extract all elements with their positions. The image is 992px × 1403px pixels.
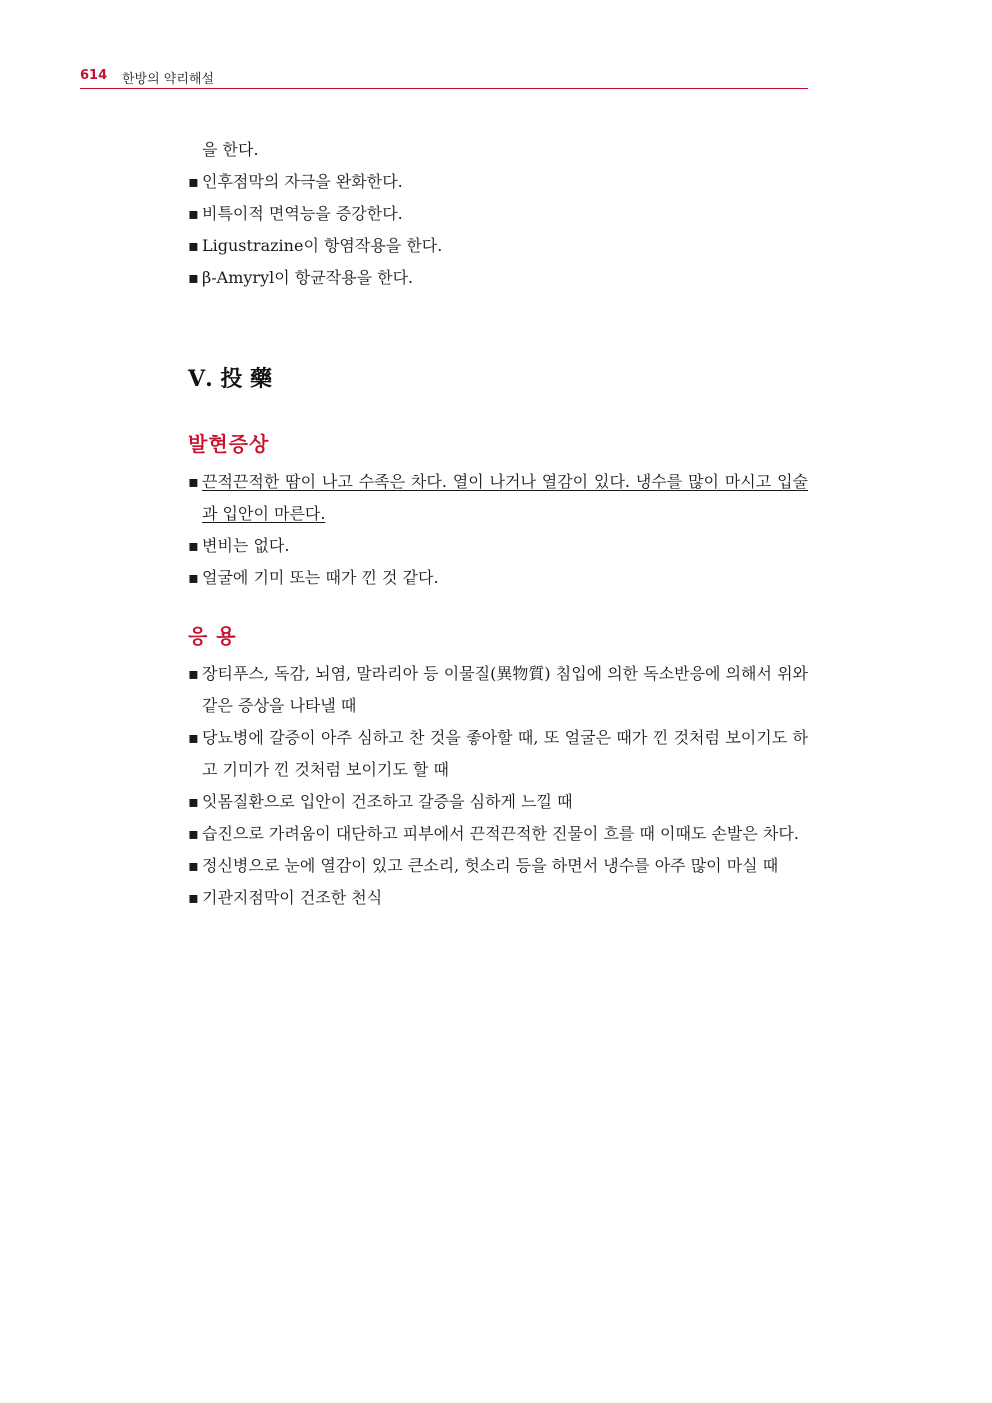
bullet-icon: ▪: [188, 536, 199, 555]
bullet-icon: ▪: [188, 824, 199, 843]
bullet-icon: ▪: [188, 268, 199, 287]
symptoms-list: [188, 466, 808, 594]
bullet-icon: ▪: [188, 236, 199, 255]
intro-block: [188, 134, 808, 294]
list-item: ▪ 기관지점막이 건조한 천식: [188, 882, 808, 914]
running-title: 한방의 약리해설: [122, 72, 215, 87]
bullet-icon: ▪: [188, 856, 199, 875]
application-title: 응 용: [188, 624, 237, 648]
list-item: ▪ Ligustrazine이 항염작용을 한다.: [188, 230, 808, 262]
bullet-icon: ▪: [188, 568, 199, 587]
application-list: [188, 658, 808, 914]
list-item: ▪ 장티푸스, 독감, 뇌염, 말라리아 등 이물질(異物質) 침입에 의한 독소반응에 의해서 위와 같은 증상을 나타낼 때: [188, 658, 808, 722]
list-item: ▪ 변비는 없다.: [188, 530, 808, 562]
bullet-icon: ▪: [188, 664, 199, 683]
list-item: ▪ 잇몸질환으로 입안이 건조하고 갈증을 심하게 느낄 때: [188, 786, 808, 818]
list-item: ▪ 정신병으로 눈에 열감이 있고 큰소리, 헛소리 등을 하면서 냉수를 아주 많이 마실 때: [188, 850, 808, 882]
list-item: ▪ β-Amyryl이 항균작용을 한다.: [188, 262, 808, 294]
bullet-icon: ▪: [188, 888, 199, 907]
list-item: ▪ 얼굴에 기미 또는 때가 낀 것 같다.: [188, 562, 808, 594]
bullet-icon: ▪: [188, 792, 199, 811]
page-number: 614: [80, 68, 108, 83]
bullet-icon: ▪: [188, 204, 199, 223]
bullet-icon: ▪: [188, 728, 199, 747]
section-title: Ⅴ. 投 藥: [188, 366, 273, 392]
list-item: ▪ 당뇨병에 갈증이 아주 심하고 찬 것을 좋아할 때, 또 얼굴은 때가 낀 것처럼 보이기도 하고 기미가 낀 것처럼 보이기도 할 때: [188, 722, 808, 786]
symptoms-title: 발현증상: [188, 432, 270, 456]
list-item: ▪ 습진으로 가려움이 대단하고 피부에서 끈적끈적한 진물이 흐를 때 이때도 손발은 차다.: [188, 818, 808, 850]
page-header: [80, 66, 808, 89]
list-item: ▪ 끈적끈적한 땀이 나고 수족은 차다. 열이 나거나 열감이 있다. 냉수를 많이 마시고 입술과 입안이 마른다.: [188, 466, 808, 530]
list-item: ▪ 인후점막의 자극을 완화한다.: [188, 166, 808, 198]
bullet-icon: ▪: [188, 172, 199, 191]
list-item: ▪ 비특이적 면역능을 증강한다.: [188, 198, 808, 230]
bullet-icon: ▪: [188, 472, 199, 491]
continuation-text: 을 한다.: [202, 140, 259, 159]
